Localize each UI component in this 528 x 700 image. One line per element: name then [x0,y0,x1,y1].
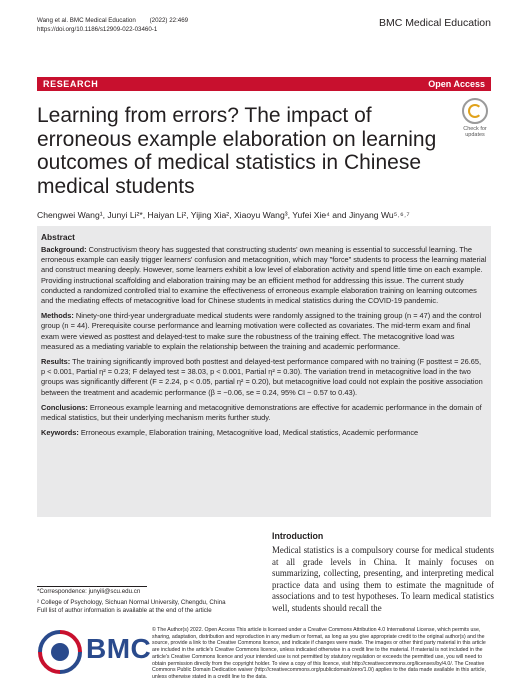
abstract-heading: Abstract [41,232,75,242]
article-title: Learning from errors? The impact of erroneous example elaboration on learning outcomes of medical statistics in Chinese medical students [37,104,437,198]
publisher-logo [38,630,152,674]
abstract-background: Background: Constructivism theory has suggested that constructing students' own meaning is essential to successful learning. The erroneous example can easily trigger learners' confusion and metacognition, which may "force" students to process the learning material and construct meaning deeply. However, some learners exhibit a low level of elaboration activity and spend little time on each example. Providing instructional scaffolding and elaboration training may be an efficient method for addressing this issue. The current study conducted a randomized controlled trial to examine the effectiveness of erroneous example elaboration training on learning outcomes and the mediating effects of metacognitive load for Chinese students in medical statistics during the COVID-19 pandemic. [41,245,487,306]
correspondence-email[interactable]: *Correspondence: junyili@scu.edu.cn [37,588,141,595]
abstract-keywords: Keywords: Erroneous example, Elaboration training, Metacognitive load, Medical statistics, Academic performance [41,428,419,438]
footnote-divider [37,586,147,587]
check-for-updates-icon [462,98,488,124]
citation-year-volume: (2022) 22:469 [149,17,189,24]
citation-authors: Wang et al. BMC Medical Education [37,17,136,24]
bmc-logo-icon [38,630,82,674]
open-access-label: Open Access [428,79,485,89]
abstract-results: Results: The training significantly improved both posttest and delayed-test performance compared with no training (F posttest = 26.65, p < 0.001, Partial η² = 0.23; F delayed test = 38.03, p < 0.001, Partial η² = 0.30). The variation trend in metacognitive load in the two groups was significantly different (F = 2.24, p < 0.05, partial η² = 0.20), but metacognitive load could not explain the positive association between the treatment and academic performance (β = −0.06, se = 0.24, 95% CI − 0.57 to 0.43). [41,357,483,397]
section-label: RESEARCH [43,79,99,89]
abstract-methods: Methods: Ninety-one third-year undergraduate medical students were randomly assigned to the training group (n = 47) and the control group (n = 44). Prerequisite course performance and learning motivation were collected as covariates. The mid-term exam and final exam were viewed as posttest and delayed-test to make sure the robustness of the training effect. The metacognitive load was measured as a mediating variable to explain the relationship between the training and academic performance. [41,311,482,351]
check-for-updates-button[interactable] [458,98,492,138]
doi-link[interactable]: https://doi.org/10.1186/s12909-022-03460-1 [37,26,158,33]
abstract-box [37,226,491,517]
logo-wordmark: BMC [86,633,152,664]
journal-name: BMC Medical Education [378,17,491,29]
author-list: Chengwei Wang¹, Junyi Li²*, Haiyan Li², Yijing Xia², Xiaoyu Wang³, Yufei Xie⁴ and Jinyang Wu⁵˒⁶˒⁷ [37,210,410,220]
introduction-heading: Introduction [272,531,324,541]
check-for-updates-line1: Check for [463,126,487,132]
check-for-updates-line2: updates [465,132,485,138]
section-banner [37,77,491,91]
introduction-text: Medical statistics is a compulsory course for medical students at all grade levels in China. It mainly focuses on summarizing, collecting, presenting, and interpreting medical practice data and using them to estimate the magnitude of associations and to test hypotheses. To learn medical statistics well, students should recall the [272,545,494,613]
license-text: © The Author(s) 2022. Open Access This article is licensed under a Creative Commons Attribution 4.0 International License, which permits use, sharing, adaptation, distribution and reproduction in any medium or format, as long as you give appropriate credit to the original author(s) and the source, provide a link to the Creative Commons licence, and indicate if changes were made. The images or other third party material in this article are included in the article's Creative Commons licence, unless indicated otherwise in a credit line to the material. If material is not included in the article's Creative Commons licence and your intended use is not permitted by statutory regulation or exceeds the permitted use, you will need to obtain permission directly from the copyright holder. To view a copy of this licence, visit http://creativecommons.org/licenses/by/4.0/. The Creative Commons Public Domain Dedication waiver (http://creativecommons.org/publicdomain/zero/1.0/) applies to the data made available in this article, unless otherwise stated in a credit line to the data. [152,627,486,680]
abstract-conclusions: Conclusions: Erroneous example learning and metacognitive demonstrations are effective for academic performance in the domain of medical statistics, but their underlying mechanism merits further study. [41,402,482,423]
affiliation-note: ² College of Psychology, Sichuan Normal University, Chengdu, China Full list of author information is available at the end of the article [37,599,226,614]
running-header [37,16,188,34]
